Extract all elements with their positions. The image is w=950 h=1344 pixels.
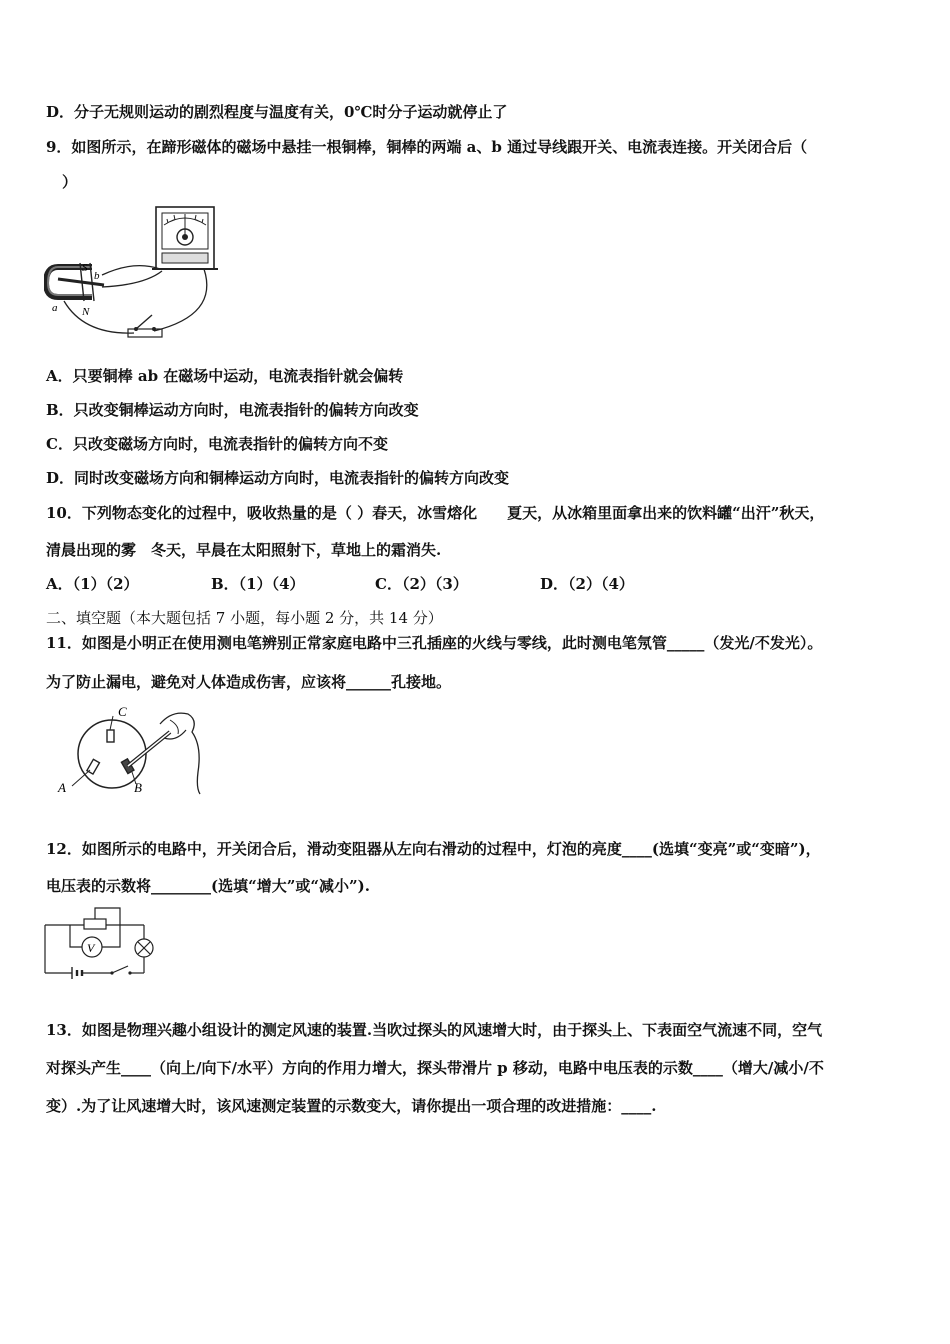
rheostat — [84, 919, 106, 929]
switch — [112, 966, 128, 973]
q10-option-a: A．（1）（2） — [46, 575, 139, 593]
q9-stem-line1: 9．如图所示，在蹄形磁体的磁场中悬挂一根铜棒，铜棒的两端 a、b 通过导线跟开关、电流表连接。开关闭合后（ — [46, 138, 808, 156]
q13-line2: 对探头产生____（向上/向下/水平）方向的作用力增大，探头带滑片 p 移动，电路中电压表的示数____（增大/减小/不 — [46, 1059, 824, 1077]
q9-option-a: A．只要铜棒 ab 在磁场中运动，电流表指针就会偏转 — [46, 367, 404, 385]
q8-option-d: D．分子无规则运动的剧烈程度与温度有关，0℃时分子运动就停止了 — [46, 103, 508, 121]
q12-line2: 电压表的示数将________(选填“增大”或“减小”). — [46, 877, 370, 895]
label-n: N — [82, 306, 90, 318]
q11-line1: 11．如图是小明正在使用测电笔辨别正常家庭电路中三孔插座的火线与零线，此时测电笔氖管_____（发光/不发光）。 — [46, 634, 823, 652]
q13-line1: 13．如图是物理兴趣小组设计的测定风速的装置.当吹过探头的风速增大时，由于探头上、下表面空气流速不同，空气 — [46, 1021, 823, 1039]
galvanometer — [152, 207, 218, 269]
label-a: a — [52, 302, 58, 314]
label-c: C — [118, 704, 127, 719]
q9-figure-magnet-circuit — [44, 205, 224, 345]
label-a: A — [58, 780, 66, 795]
q9-option-b: B．只改变铜棒运动方向时，电流表指针的偏转方向改变 — [46, 401, 419, 419]
q9-option-c: C．只改变磁场方向时，电流表指针的偏转方向不变 — [46, 435, 388, 453]
q10-option-d: D．（2）（4） — [540, 575, 634, 593]
test-pen — [128, 732, 170, 766]
q10-stem-line2: 清晨出现的雾 冬天，早晨在太阳照射下，草地上的霜消失. — [46, 541, 442, 559]
q13-line3: 变）.为了让风速增大时，该风速测定装置的示数变大，请你提出一项合理的改进措施：____. — [46, 1097, 657, 1115]
q10-option-b: B．（1）（4） — [211, 575, 305, 593]
q11-line2: 为了防止漏电，避免对人体造成伤害，应该将______孔接地。 — [46, 673, 452, 691]
q9-stem-line2: ） — [62, 173, 78, 191]
q12-line1: 12．如图所示的电路中，开关闭合后，滑动变阻器从左向右滑动的过程中，灯泡的亮度____(选填“变亮”或“变暗”)， — [46, 840, 821, 858]
section2-heading: 二、填空题（本大题包括 7 小题，每小题 2 分，共 14 分） — [46, 609, 443, 627]
label-b: B — [134, 780, 142, 795]
label-s: S — [82, 262, 88, 274]
hand — [160, 713, 200, 794]
q9-option-d: D．同时改变磁场方向和铜棒运动方向时，电流表指针的偏转方向改变 — [46, 469, 510, 487]
q11-figure-socket-tester — [52, 702, 207, 798]
q12-figure-circuit — [42, 905, 162, 980]
q10-option-c: C．（2）（3） — [375, 575, 468, 593]
q10-stem-line1: 10．下列物态变化的过程中，吸收热量的是（ ）春天，冰雪熔化 夏天，从冰箱里面拿出来的饮料罐“出汗”秋天， — [46, 504, 825, 522]
switch — [128, 315, 162, 337]
voltmeter-label: V — [87, 941, 95, 955]
label-b: b — [94, 270, 100, 282]
